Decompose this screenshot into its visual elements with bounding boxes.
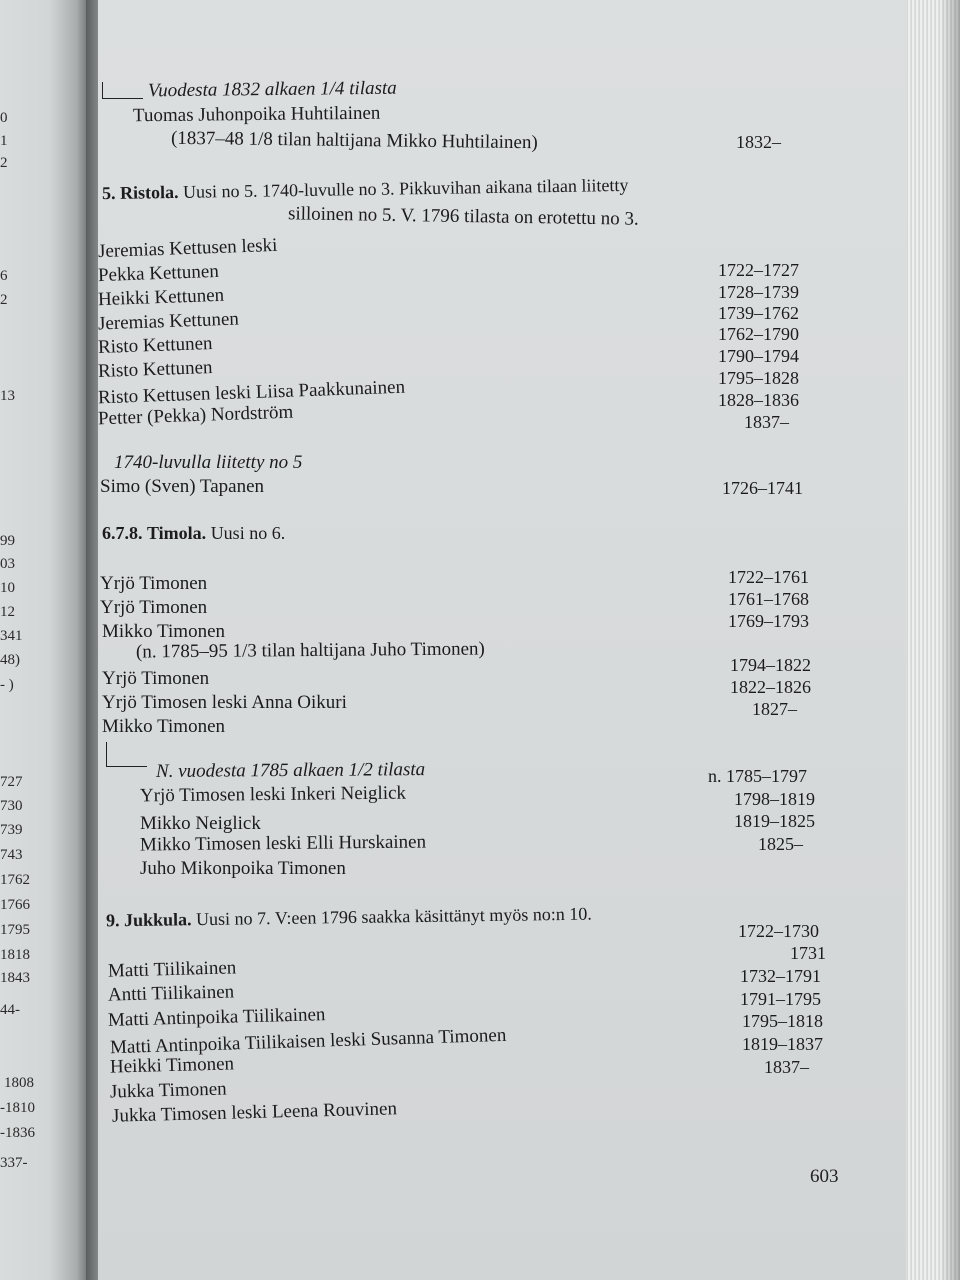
timola-heading bbox=[102, 522, 285, 544]
owner-name: Risto Kettusen leski Liisa Paakkunainen bbox=[97, 376, 406, 409]
left-fragment: 2 bbox=[0, 292, 8, 308]
owner-years: 1795–1818 bbox=[742, 1011, 823, 1031]
left-fragment: -1810 bbox=[0, 1100, 35, 1116]
owner-name: Jukka Timonen bbox=[109, 1078, 227, 1103]
owner-name: Mikko Neiglick bbox=[140, 813, 261, 834]
owner-name: Yrjö Timosen leski Inkeri Neiglick bbox=[139, 782, 407, 807]
timola-number: 6.7.8. bbox=[102, 523, 143, 543]
owner-name: Heikki Kettunen bbox=[97, 284, 225, 311]
left-fragment: 1818 bbox=[0, 947, 30, 963]
owner-years: 1837– bbox=[764, 1057, 809, 1077]
owner-years: 1728–1739 bbox=[718, 282, 799, 302]
owner-name: Antti Tiilikainen bbox=[107, 981, 235, 1006]
subsection-heading: Vuodesta 1832 alkaen 1/4 tilasta bbox=[147, 77, 397, 102]
ristola-number: 5. bbox=[101, 182, 116, 204]
owner-years: 1722–1761 bbox=[728, 567, 809, 587]
left-fragment: 03 bbox=[0, 556, 15, 572]
owner-name: Matti Tiilikainen bbox=[107, 957, 237, 982]
timola-name: Timola. bbox=[147, 523, 207, 543]
owner-years: 1795–1828 bbox=[718, 368, 799, 388]
owner-name: Yrjö Timonen bbox=[100, 597, 208, 618]
section-bracket bbox=[106, 742, 147, 767]
owner-name: Juho Mikonpoika Timonen bbox=[140, 858, 346, 879]
owner-name: Yrjö Timosen leski Anna Oikuri bbox=[102, 692, 347, 713]
owner-name: Jeremias Kettunen bbox=[97, 308, 240, 335]
left-fragment: 1808 bbox=[4, 1075, 34, 1091]
owner-years: 1790–1794 bbox=[718, 346, 799, 366]
owner-name: Jukka Timosen leski Leena Rouvinen bbox=[111, 1098, 398, 1127]
owner-years: 1794–1822 bbox=[730, 655, 811, 675]
left-fragment: 13 bbox=[0, 388, 15, 404]
owner-note: (n. 1785–95 1/3 tilan haltijana Juho Timonen) bbox=[135, 638, 485, 663]
subsection-heading: N. vuodesta 1785 alkaen 1/2 tilasta bbox=[155, 759, 426, 782]
owner-years: 1827– bbox=[752, 699, 797, 719]
owner-name: Mikko Timonen bbox=[102, 621, 226, 642]
ristola-heading bbox=[102, 174, 629, 204]
owner-years: 1798–1819 bbox=[734, 789, 815, 809]
left-fragment: 1795 bbox=[0, 922, 30, 938]
facing-page bbox=[0, 0, 90, 1280]
subsection-heading: 1740-luvulla liitetty no 5 bbox=[114, 452, 303, 473]
owner-note: (1837–48 1/8 tilan haltijana Mikko Huhtilainen) bbox=[170, 127, 538, 154]
owner-years: 1837– bbox=[744, 412, 789, 432]
left-fragment: 727 bbox=[0, 774, 23, 790]
owner-name: Mikko Timosen leski Elli Hurskainen bbox=[139, 831, 427, 856]
book-page bbox=[98, 0, 906, 1280]
left-fragment: 1 bbox=[0, 133, 8, 149]
jukkula-number: 9. bbox=[105, 910, 120, 931]
owner-years: 1825– bbox=[758, 834, 803, 854]
owner-name: Heikki Timonen bbox=[109, 1053, 235, 1078]
left-fragment: 10 bbox=[0, 580, 15, 596]
timola-description: Uusi no 6. bbox=[210, 523, 286, 543]
section-bracket bbox=[102, 82, 143, 99]
owner-name: Jeremias Kettusen leski bbox=[97, 234, 278, 263]
ristola-description-cont: silloinen no 5. V. 1796 tilasta on erotettu no 3. bbox=[287, 203, 639, 230]
left-fragment: 1766 bbox=[0, 897, 30, 913]
owner-name: Tuomas Juhonpoika Huhtilainen bbox=[132, 102, 381, 127]
owner-name: Matti Antinpoika Tiilikaisen leski Susanna Timonen bbox=[109, 1024, 507, 1059]
left-fragment: 99 bbox=[0, 533, 15, 549]
left-fragment: 341 bbox=[0, 628, 23, 644]
left-fragment: 6 bbox=[0, 268, 8, 284]
owner-years: 1731 bbox=[790, 943, 826, 963]
owner-years: 1732–1791 bbox=[740, 966, 821, 986]
left-fragment: 1843 bbox=[0, 970, 30, 986]
left-fragment: 44- bbox=[0, 1002, 20, 1018]
left-fragment: - ) bbox=[0, 677, 14, 693]
owner-years: n. 1785–1797 bbox=[708, 766, 807, 786]
owner-years: 1722–1730 bbox=[738, 921, 819, 941]
owner-years: 1769–1793 bbox=[728, 611, 809, 631]
owner-years: 1822–1826 bbox=[730, 677, 811, 697]
owner-years: 1819–1825 bbox=[734, 811, 815, 831]
owner-name: Petter (Pekka) Nordström bbox=[97, 401, 294, 430]
owner-name: Matti Antinpoika Tiilikainen bbox=[107, 1004, 326, 1031]
ristola-description: Uusi no 5. 1740-luvulle no 3. Pikkuvihan aikana tilaan liitetty bbox=[182, 174, 629, 202]
left-fragment: 12 bbox=[0, 604, 15, 620]
left-fragment: 2 bbox=[0, 155, 8, 171]
owner-years: 1761–1768 bbox=[728, 589, 809, 609]
owner-name: Risto Kettunen bbox=[97, 357, 213, 382]
owner-name: Yrjö Timonen bbox=[102, 668, 210, 689]
left-fragment: 739 bbox=[0, 822, 23, 838]
jukkula-name: Jukkula. bbox=[123, 909, 192, 931]
jukkula-heading bbox=[106, 903, 592, 932]
left-fragment: 743 bbox=[0, 847, 23, 863]
owner-name: Yrjö Timonen bbox=[100, 573, 208, 594]
ristola-name: Ristola. bbox=[119, 181, 179, 203]
owner-name: Risto Kettunen bbox=[97, 333, 213, 358]
left-fragment: 337- bbox=[0, 1155, 28, 1171]
owner-name: Pekka Kettunen bbox=[97, 260, 220, 287]
owner-name: Mikko Timonen bbox=[102, 716, 226, 737]
left-fragment: -1836 bbox=[0, 1125, 35, 1141]
left-fragment: 0 bbox=[0, 110, 8, 126]
owner-years: 1819–1837 bbox=[742, 1034, 823, 1054]
owner-years: 1722–1727 bbox=[718, 260, 799, 280]
owner-name: Simo (Sven) Tapanen bbox=[100, 476, 265, 497]
left-fragment: 1762 bbox=[0, 872, 30, 888]
owner-years: 1762–1790 bbox=[718, 324, 799, 344]
left-fragment: 48) bbox=[0, 652, 20, 668]
owner-years: 1726–1741 bbox=[722, 478, 803, 498]
owner-years: 1739–1762 bbox=[718, 303, 799, 323]
left-fragment: 730 bbox=[0, 798, 23, 814]
page-number: 603 bbox=[810, 1166, 839, 1187]
owner-years: 1791–1795 bbox=[740, 989, 821, 1009]
page-edge-shadow bbox=[940, 0, 960, 1280]
jukkula-description: Uusi no 7. V:een 1796 saakka käsittänyt myös no:n 10. bbox=[195, 903, 592, 930]
owner-years: 1828–1836 bbox=[718, 390, 799, 410]
owner-years: 1832– bbox=[736, 132, 781, 152]
